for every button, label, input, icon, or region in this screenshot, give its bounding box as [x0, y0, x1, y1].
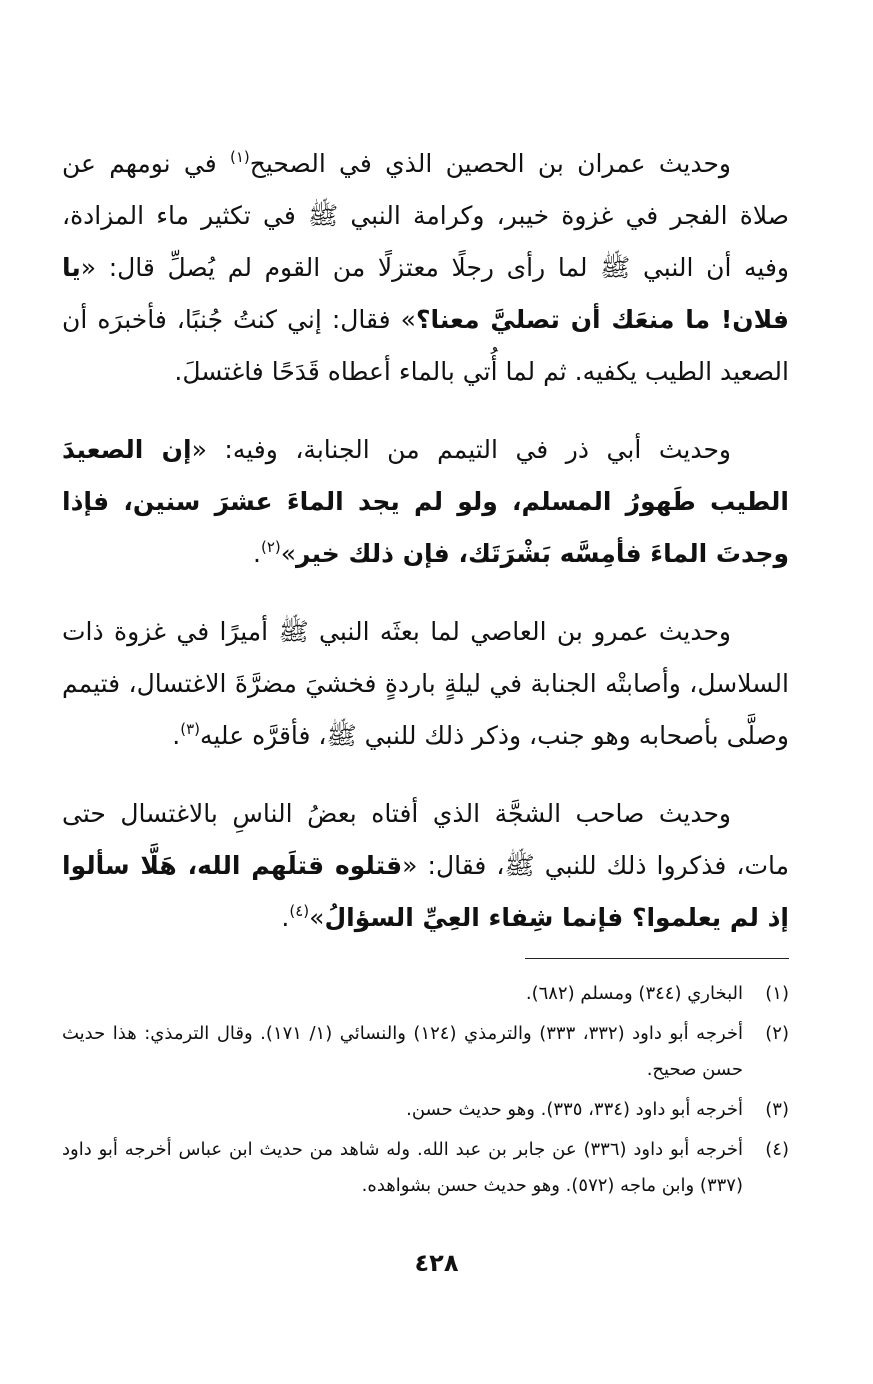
footnote-number: (٢): [765, 1023, 789, 1044]
main-text: [62, 138, 789, 944]
footnote-item: [62, 1092, 789, 1128]
text-run: »: [309, 903, 325, 932]
footnote-text: أخرجه أبو داود (٣٣٢، ٣٣٣) والترمذي (١٢٤) والنسائي (١/ ١٧١). وقال الترمذي: هذا حديث حسن صحيح.: [62, 1023, 744, 1080]
text-run: .: [253, 539, 261, 568]
hadith-quote: قتلوه قتلَهم الله، هَلَّا سألوا إذ لم يعلموا؟ فإنما شِفاء العِيِّ السؤالُ: [62, 851, 789, 932]
text-run: »: [280, 539, 297, 568]
text-run: وحديث عمران بن الحصين الذي في الصحيح: [249, 149, 731, 178]
footnote-item: [62, 1016, 789, 1088]
paragraph-imran-hadith: [62, 138, 789, 398]
hadith-quote: إن الصعيدَ الطيب طَهورُ المسلم، ولو لم يجد الماءَ عشرَ سنين، فإذا وجدتَ الماءَ فأمِسَّه بَشْرَتَك، فإن ذلك خير: [62, 435, 789, 568]
footnote-text: البخاري (٣٤٤) ومسلم (٦٨٢).: [525, 983, 743, 1004]
text-run: .: [281, 903, 290, 932]
footnote-ref[interactable]: (٤): [289, 902, 310, 920]
footnote-text: أخرجه أبو داود (٣٣٤، ٣٣٥). وهو حديث حسن.: [406, 1099, 743, 1120]
footnote-item: [62, 1132, 789, 1204]
paragraph-shajja-hadith: [62, 788, 789, 944]
footnotes: [62, 976, 789, 1208]
footnote-ref[interactable]: (١): [229, 148, 250, 166]
text-run: في نومهم عن صلاة الفجر في غزوة خيبر، وكرامة النبي ﷺ في تكثير ماء المزادة، وفيه أن النبي ﷺ لما رأى رجلًا معتزلًا من القوم لم يُصلِّ قال: «: [62, 149, 789, 282]
paragraph-amr-hadith: [62, 606, 789, 762]
footnote-number: (٣): [765, 1099, 789, 1120]
text-run: وحديث أبي ذر في التيمم من الجنابة، وفيه: «: [191, 435, 731, 464]
footnote-number: (٤): [765, 1139, 789, 1160]
paragraph-abu-dharr-hadith: [62, 424, 789, 580]
text-run: وحديث صاحب الشجَّة الذي أفتاه بعضُ الناسِ بالاغتسال حتى مات، فذكروا ذلك للنبي ﷺ، فقال: «: [62, 799, 789, 880]
footnote-separator: [525, 958, 789, 959]
footnote-text: أخرجه أبو داود (٣٣٦) عن جابر بن عبد الله. وله شاهد من حديث ابن عباس أخرجه أبو داود (٣٣٧) وابن ماجه (٥٧٢). وهو حديث حسن بشواهده.: [62, 1139, 743, 1196]
page-number: ٤٢٨: [414, 1249, 459, 1277]
footnote-ref[interactable]: (٣): [180, 720, 200, 738]
text-run: » فقال: إني كنتُ جُنبًا، فأخبرَه أن الصعيد الطيب يكفيه. ثم لما أُتي بالماء أعطاه قَدَحًا فاغتسلَ.: [62, 305, 789, 386]
text-run: وحديث عمرو بن العاصي لما بعثَه النبي ﷺ أميرًا في غزوة ذات السلاسل، وأصابتْه الجنابة في ليلةٍ باردةٍ فخشيَ مضرَّةَ الاغتسال، فتيمم وصلَّى بأصحابه وهو جنب، وذكر ذلك للنبي ﷺ، فأقرَّه عليه: [62, 617, 789, 750]
footnote-number: (١): [765, 983, 789, 1004]
footnote-ref[interactable]: (٢): [260, 538, 281, 556]
footnote-item: [62, 976, 789, 1012]
text-run: .: [172, 721, 181, 750]
hadith-quote: يا فلان! ما منعَك أن تصليَّ معنا؟: [62, 253, 789, 334]
